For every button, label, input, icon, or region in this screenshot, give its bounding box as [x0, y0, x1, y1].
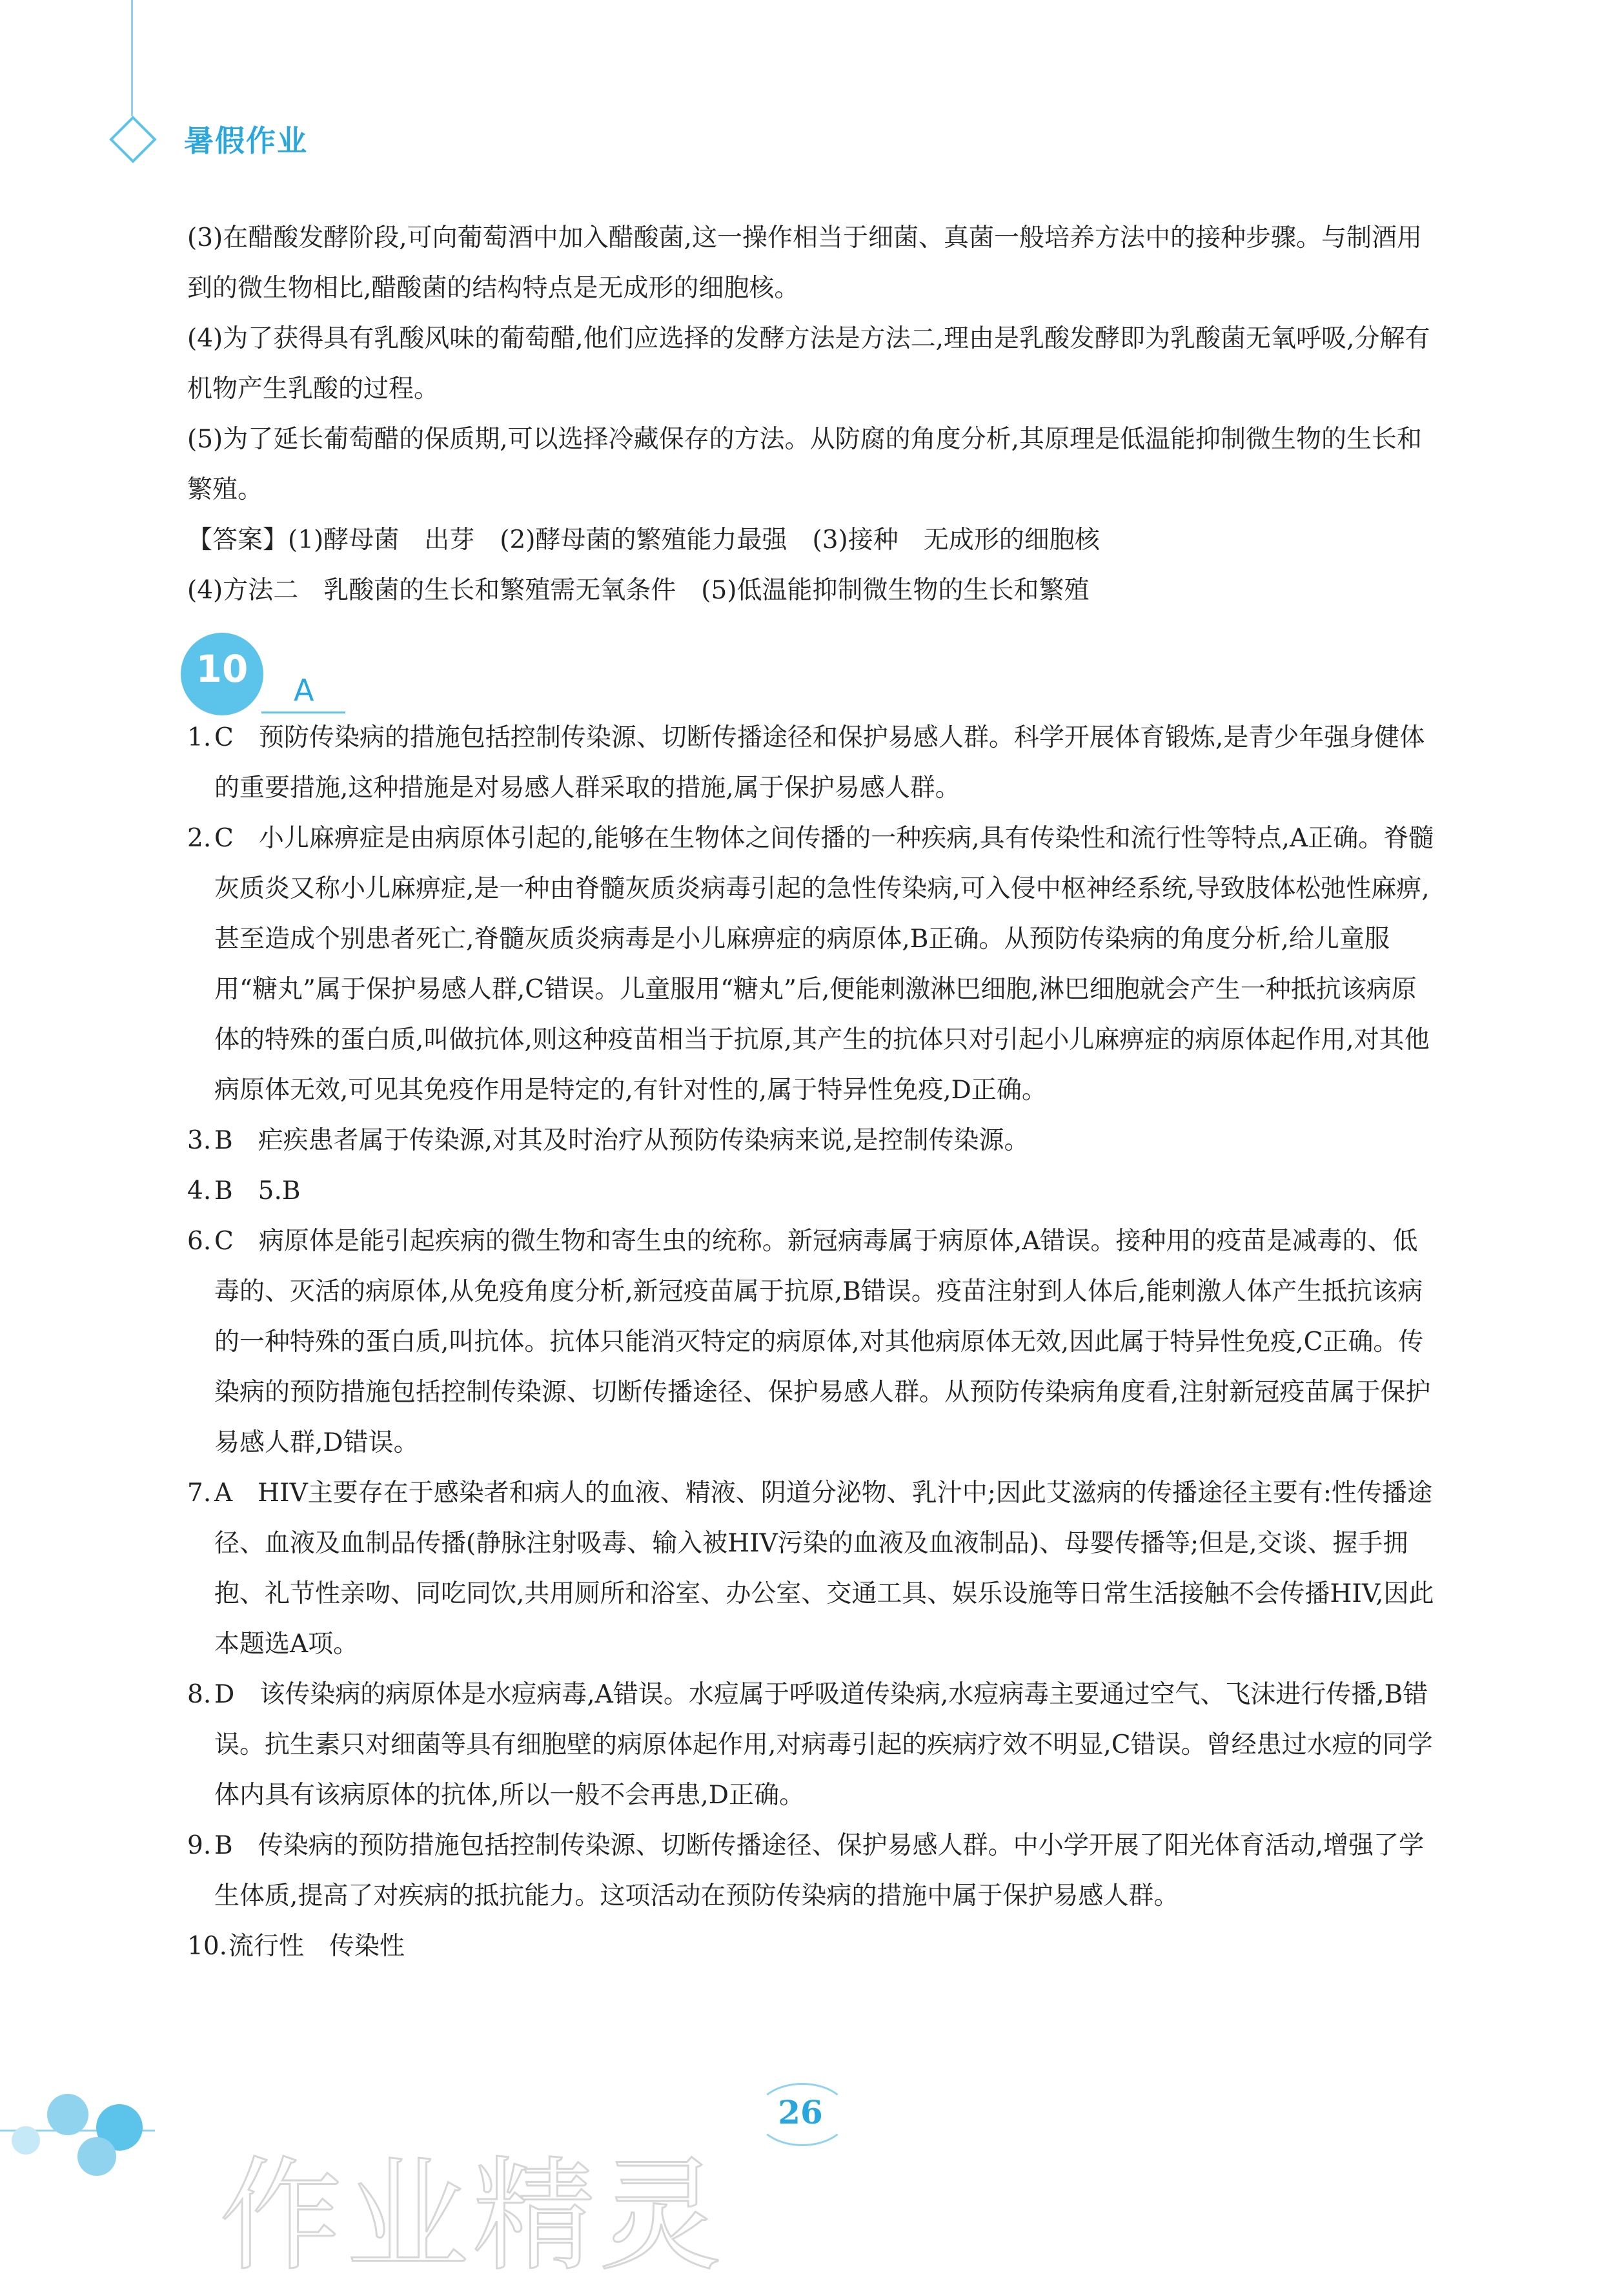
- question-number: 6.: [187, 1227, 212, 1256]
- header-title: 暑假作业: [184, 123, 308, 158]
- question-number: 9.: [187, 1831, 212, 1860]
- question-text: C 小儿麻痹症是由病原体引起的,能够在生物体之间传播的一种疾病,具有传染性和流行性等特点,A正确。脊髓灰质炎又称小儿麻痹症,是一种由脊髓灰质炎病毒引起的急性传染病,可入侵中枢神经系统,导致肢体松弛性麻痹,甚至造成个别患者死亡,脊髓灰质炎病毒是小儿麻痹症的病原体,B正确。从预防传染病的角度分析,给儿童服用“糖丸”属于保护易感人群,C错误。儿童服用“糖丸”后,便能刺激淋巴细胞,淋巴细胞就会产生一种抵抗该病原体的特殊的蛋白质,叫做抗体,则这种疫苗相当于抗原,其产生的抗体只对引起小儿麻痹症的病原体起作用,对其他病原体无效,可见其免疫作用是特定的,有针对性的,属于特异性免疫,D正确。: [214, 824, 1434, 1105]
- question-text: B 传染病的预防措施包括控制传染源、切断传播途径、保护易感人群。中小学开展了阳光体育活动,增强了学生体质,提高了对疾病的抵抗能力。这项活动在预防传染病的措施中属于保护易感人群。: [214, 1831, 1425, 1910]
- diamond-icon: [109, 116, 157, 163]
- page-number-badge: [749, 2080, 852, 2145]
- question-item: [187, 1166, 1439, 1216]
- section-number: 10: [196, 647, 249, 691]
- question-item: [187, 1116, 1439, 1166]
- question-item: [187, 1468, 1439, 1670]
- question-text: B 5.B: [214, 1176, 301, 1205]
- question-number: 4.: [187, 1176, 212, 1205]
- answer-line-1: 【答案】(1)酵母菌 出芽 (2)酵母菌的繁殖能力最强 (3)接种 无成形的细胞核: [187, 526, 1100, 555]
- bubbles-decoration-icon: [0, 2079, 168, 2189]
- answer-line-2: (4)方法二 乳酸菌的生长和繁殖需无氧条件 (5)低温能抑制微生物的生长和繁殖: [187, 576, 1090, 605]
- question-item: [187, 1921, 1439, 1972]
- section-spacer: [187, 616, 1439, 713]
- question-number: 1.: [187, 723, 212, 752]
- question-item: [187, 814, 1439, 1116]
- section-letter: A: [294, 673, 314, 708]
- page-number: 26: [778, 2093, 823, 2131]
- question-text: B 疟疾患者属于传染源,对其及时治疗从预防传染病来说,是控制传染源。: [214, 1126, 1030, 1155]
- section-number-badge: [181, 633, 263, 715]
- question-item: [187, 1821, 1439, 1921]
- question-number: 7.: [187, 1479, 212, 1508]
- page-number-arc: [755, 2083, 849, 2146]
- question-text: C 病原体是能引起疾病的微生物和寄生虫的统称。新冠病毒属于病原体,A错误。接种用的疫苗是减毒的、低毒的、灭活的病原体,从免疫角度分析,新冠疫苗属于抗原,B错误。疫苗注射到人体后,能刺激人体产生抵抗该病的一种特殊的蛋白质,叫抗体。抗体只能消灭特定的病原体,对其他病原体无效,因此属于特异性免疫,C正确。传染病的预防措施包括控制传染源、切断传播途径、保护易感人群。从预防传染病角度看,注射新冠疫苗属于保护易感人群,D错误。: [214, 1227, 1431, 1457]
- question-number: 10.: [187, 1932, 228, 1961]
- question-text: C 预防传染病的措施包括控制传染源、切断传播途径和保护易感人群。科学开展体育锻炼,是青少年强身健体的重要措施,这种措施是对易感人群采取的措施,属于保护易感人群。: [214, 723, 1425, 803]
- intro-paragraph: (4)为了获得具有乳酸风味的葡萄醋,他们应选择的发酵方法是方法二,理由是乳酸发酵即为乳酸菌无氧呼吸,分解有机物产生乳酸的过程。: [187, 324, 1430, 404]
- question-text: D 该传染病的病原体是水痘病毒,A错误。水痘属于呼吸道传染病,水痘病毒主要通过空气、飞沫进行传播,B错误。抗生素只对细菌等具有细胞壁的病原体起作用,对病毒引起的疾病疗效不明显,C错误。曾经患过水痘的同学体内具有该病原体的抗体,所以一般不会再患,D正确。: [214, 1680, 1433, 1810]
- section-underline: [261, 712, 345, 713]
- question-item: [187, 1670, 1439, 1821]
- question-number: 3.: [187, 1126, 212, 1155]
- question-item: [187, 713, 1439, 814]
- intro-paragraph: (5)为了延长葡萄醋的保质期,可以选择冷藏保存的方法。从防腐的角度分析,其原理是低温能抑制微生物的生长和繁殖。: [187, 425, 1423, 504]
- question-number: 8.: [187, 1680, 212, 1709]
- page-content: [187, 213, 1439, 1972]
- question-number: 2.: [187, 824, 212, 853]
- question-text: 流行性 传染性: [228, 1932, 405, 1961]
- header-decoration-line: [131, 0, 133, 116]
- question-item: [187, 1216, 1439, 1468]
- question-text: A HIV主要存在于感染者和病人的血液、精液、阴道分泌物、乳汁中;因此艾滋病的传播途径主要有:性传播途径、血液及血制品传播(静脉注射吸毒、输入被HIV污染的血液及血液制品)、母婴传播等;但是,交谈、握手拥抱、礼节性亲吻、同吃同饮,共用厕所和浴室、办公室、交通工具、娱乐设施等日常生活接触不会传播HIV,因此本题选A项。: [214, 1479, 1434, 1659]
- watermark: 作业精灵: [219, 2145, 726, 2288]
- intro-paragraph: (3)在醋酸发酵阶段,可向葡萄酒中加入醋酸菌,这一操作相当于细菌、真菌一般培养方法中的接种步骤。与制酒用到的微生物相比,醋酸菌的结构特点是无成形的细胞核。: [187, 223, 1423, 303]
